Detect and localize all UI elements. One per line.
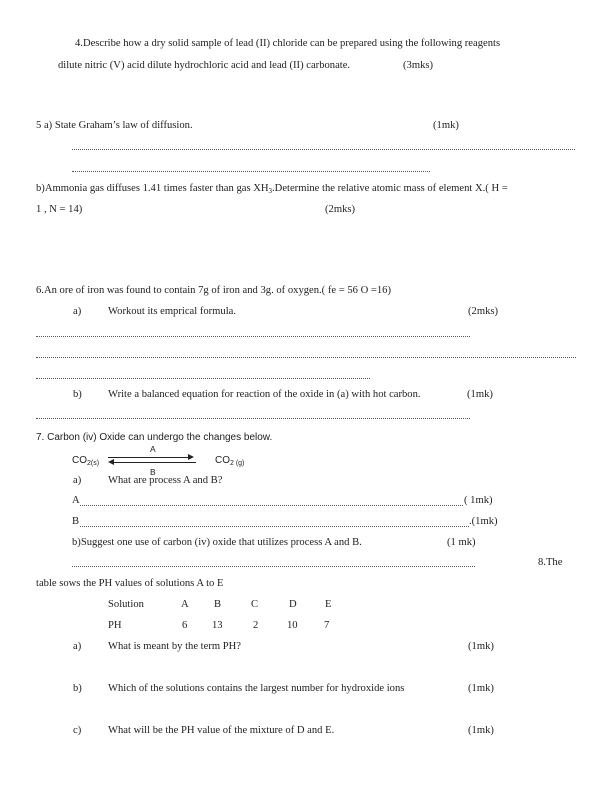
q6-stem: 6.An ore of iron was found to contain 7g of iron and 3g. of oxygen.( fe = 56 O =16) bbox=[36, 285, 391, 296]
q5b-marks: (2mks) bbox=[325, 204, 356, 215]
table-header: D bbox=[289, 599, 297, 610]
answer-a-label: A bbox=[72, 495, 80, 506]
q8b-text: Which of the solutions contains the largest number for hydroxide ions bbox=[108, 683, 405, 694]
co2-solid bbox=[72, 455, 99, 470]
arrow-head-right-icon bbox=[188, 454, 194, 460]
q5a-marks: (1mk) bbox=[433, 120, 459, 131]
answer-b-marks: .(1mk) bbox=[469, 516, 498, 527]
answer-b-label: B bbox=[72, 516, 80, 527]
answer-line[interactable] bbox=[72, 149, 575, 150]
q7-stem: 7. Carbon (iv) Oxide can undergo the changes below. bbox=[36, 432, 273, 443]
q6b-label: b) bbox=[73, 389, 82, 400]
q8c-label: c) bbox=[73, 725, 82, 736]
co2-left: CO bbox=[72, 455, 87, 466]
co2-gas bbox=[215, 455, 244, 470]
answer-line[interactable] bbox=[36, 378, 370, 379]
table-cell: 7 bbox=[324, 620, 330, 631]
q6a-text: Workout its emprical formula. bbox=[108, 306, 237, 317]
table-header: B bbox=[214, 599, 222, 610]
answer-line[interactable] bbox=[72, 566, 475, 567]
table-cell: 10 bbox=[287, 620, 298, 631]
q5b-text-end: .Determine the relative atomic mass of element X.( H = bbox=[272, 183, 508, 194]
q7a-label: a) bbox=[73, 475, 82, 486]
q8a-text: What is meant by the term PH? bbox=[108, 641, 241, 652]
q5b-text: b)Ammonia gas diffuses 1.41 times faster than gas XH bbox=[36, 183, 269, 194]
q6a-label: a) bbox=[73, 306, 82, 317]
q7b-text: b)Suggest one use of carbon (iv) oxide that utilizes process A and B. bbox=[72, 537, 362, 548]
co2-left-state: 2(s) bbox=[87, 460, 100, 467]
answer-line[interactable] bbox=[36, 418, 470, 419]
process-a-label: A bbox=[150, 444, 156, 454]
table-header: C bbox=[251, 599, 259, 610]
forward-arrow bbox=[108, 457, 190, 458]
table-cell: 6 bbox=[182, 620, 188, 631]
q6b-text: Write a balanced equation for reaction of the oxide in (a) with hot carbon. bbox=[108, 389, 421, 400]
table-header: A bbox=[181, 599, 189, 610]
answer-line[interactable] bbox=[36, 357, 576, 358]
answer-line-a[interactable] bbox=[80, 505, 463, 506]
process-b-label: B bbox=[150, 467, 156, 477]
answer-line-b[interactable] bbox=[80, 526, 469, 527]
q5b-line1 bbox=[36, 183, 508, 197]
co2-right: CO bbox=[215, 455, 230, 466]
answer-line[interactable] bbox=[36, 336, 470, 337]
q7b-marks: (1 mk) bbox=[447, 537, 476, 548]
q6a-marks: (2mks) bbox=[468, 306, 499, 317]
q8b-marks: (1mk) bbox=[468, 683, 494, 694]
co2-right-state: 2 (g) bbox=[230, 460, 245, 467]
table-cell: PH bbox=[108, 620, 122, 631]
q8b-label: b) bbox=[73, 683, 82, 694]
table-header: Solution bbox=[108, 599, 144, 610]
table-header: E bbox=[325, 599, 332, 610]
q8a-label: a) bbox=[73, 641, 82, 652]
arrow-head-left-icon bbox=[108, 459, 114, 465]
q8c-marks: (1mk) bbox=[468, 725, 494, 736]
answer-a-marks: ( 1mk) bbox=[464, 495, 493, 506]
q5a-text: 5 a) State Graham’s law of diffusion. bbox=[36, 120, 193, 131]
q4-line1: 4.Describe how a dry solid sample of lead (II) chloride can be prepared using the following reagents bbox=[75, 38, 501, 49]
q8-start: 8.The bbox=[538, 557, 563, 568]
reverse-arrow bbox=[114, 462, 196, 463]
q7a-text: What are process A and B? bbox=[108, 475, 223, 486]
q4-line2: dilute nitric (V) acid dilute hydrochloric acid and lead (II) carbonate. bbox=[58, 60, 351, 71]
q5b-subscript: 3 bbox=[268, 187, 273, 195]
q8-stem: table sows the PH values of solutions A to E bbox=[36, 578, 224, 589]
answer-line[interactable] bbox=[72, 171, 430, 172]
table-cell: 2 bbox=[253, 620, 259, 631]
q8a-marks: (1mk) bbox=[468, 641, 494, 652]
table-cell: 13 bbox=[212, 620, 223, 631]
q6b-marks: (1mk) bbox=[467, 389, 493, 400]
q4-marks: (3mks) bbox=[403, 60, 434, 71]
q5b-line2: 1 , N = 14) bbox=[36, 204, 83, 215]
q8c-text: What will be the PH value of the mixture of D and E. bbox=[108, 725, 335, 736]
